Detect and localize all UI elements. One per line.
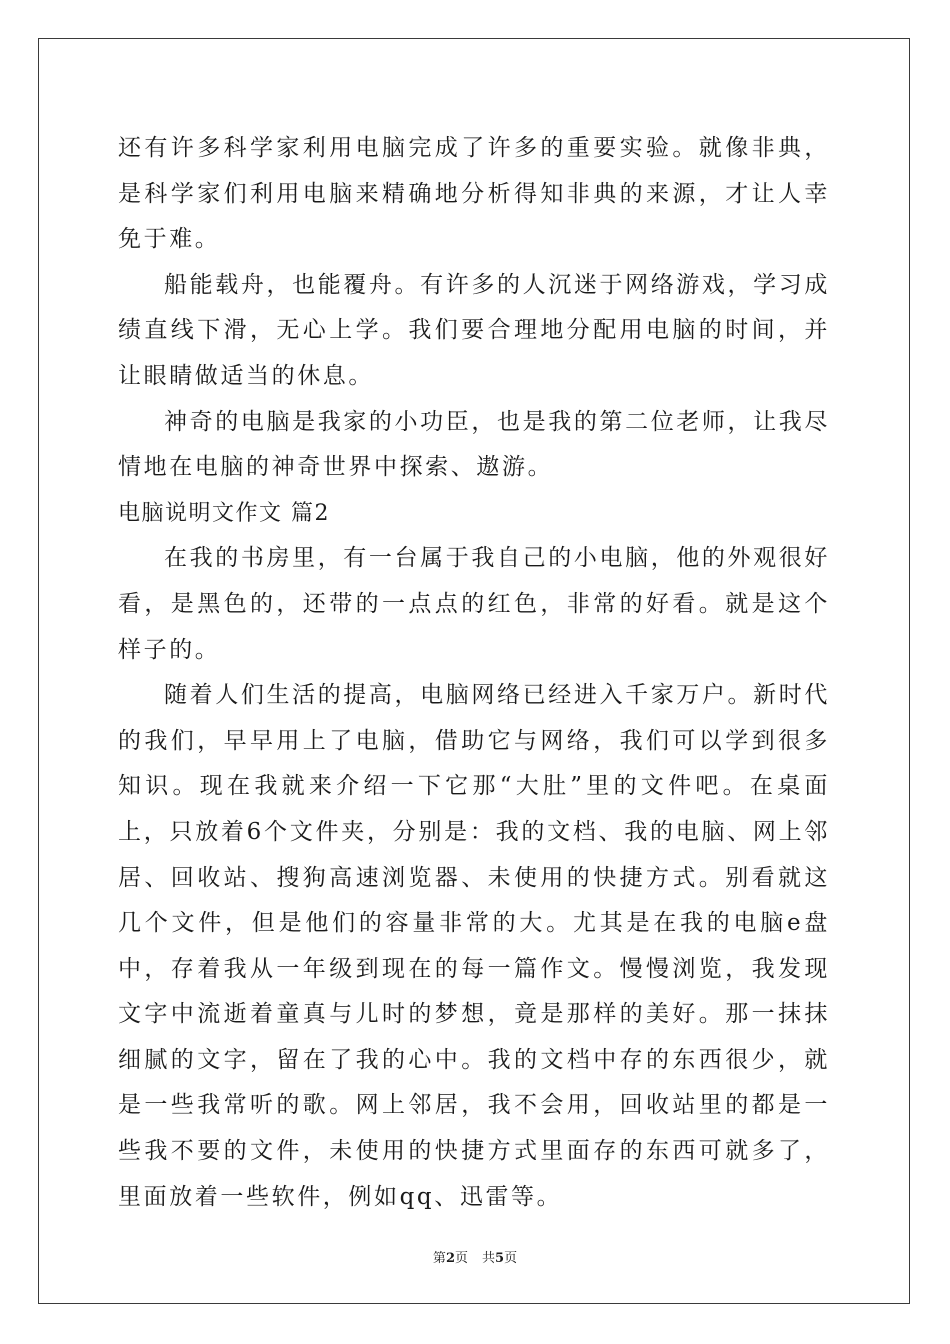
total-suffix: 页 — [504, 1251, 518, 1266]
document-body — [118, 126, 830, 1220]
page-footer — [0, 1247, 950, 1266]
total-page-number: 5 — [495, 1251, 505, 1266]
paragraph-5: 随着人们生活的提高，电脑网络已经进入千家万户。新时代的我们，早早用上了电脑，借助它与网络，我们可以学到很多知识。现在我就来介绍一下它那“大肚”里的文件吧。在桌面上，只放着6个文件夹，分别是：我的文档、我的电脑、网上邻居、回收站、搜狗高速浏览器、未使用的快捷方式。别看就这几个文件，但是他们的容量非常的大。尤其是在我的电脑e盘中，存着我从一年级到现在的每一篇作文。慢慢浏览，我发现文字中流逝着童真与儿时的梦想，竟是那样的美好。那一抹抹细腻的文字，留在了我的心中。我的文档中存的东西很少，就是一些我常听的歌。网上邻居，我不会用，回收站里的都是一些我不要的文件，未使用的快捷方式里面存的东西可就多了，里面放着一些软件，例如qq、迅雷等。 — [118, 682, 830, 1210]
paragraph-1: 还有许多科学家利用电脑完成了许多的重要实验。就像非典，是科学家们利用电脑来精确地分析得知非典的来源，才让人幸免于难。 — [118, 135, 830, 253]
page-prefix: 第 — [432, 1251, 446, 1266]
paragraph-2: 船能载舟，也能覆舟。有许多的人沉迷于网络游戏，学习成绩直线下滑，无心上学。我们要合理地分配用电脑的时间，并让眼睛做适当的休息。 — [118, 271, 830, 389]
paragraph-3: 神奇的电脑是我家的小功臣，也是我的第二位老师，让我尽情地在电脑的神奇世界中探索、遨游。 — [118, 408, 830, 481]
total-prefix: 共 — [482, 1251, 496, 1266]
page-suffix: 页 — [454, 1251, 468, 1266]
paragraph-4: 在我的书房里，有一台属于我自己的小电脑，他的外观很好看，是黑色的，还带的一点点的红色，非常的好看。就是这个样子的。 — [118, 545, 830, 663]
current-page-number: 2 — [445, 1251, 455, 1266]
section-heading: 电脑说明文作文 篇2 — [118, 500, 330, 526]
